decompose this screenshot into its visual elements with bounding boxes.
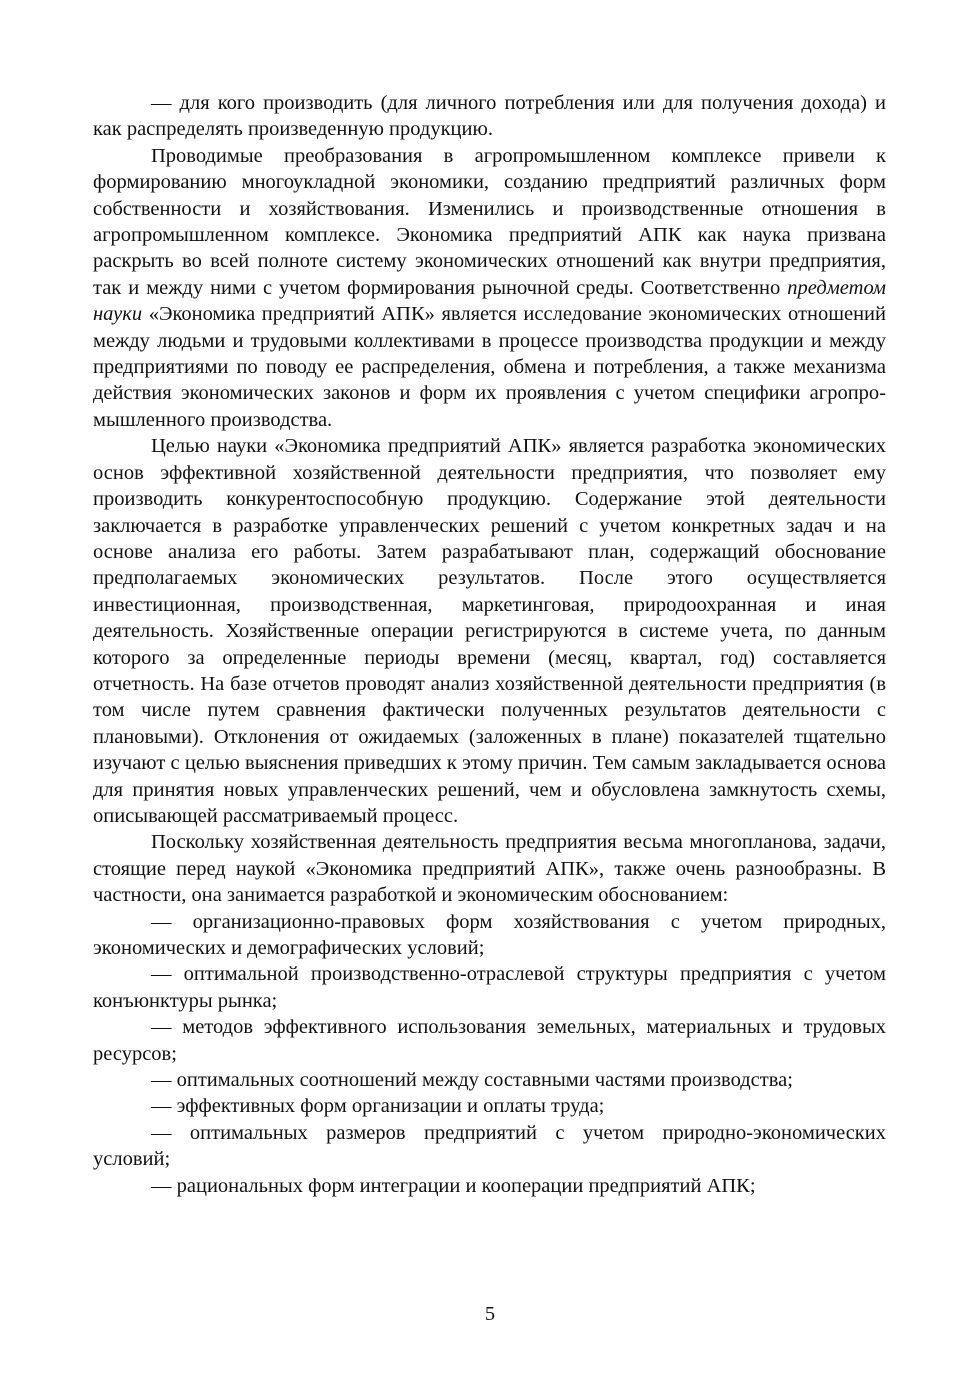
list-item: — эффективных форм организации и оплаты труда; (151, 1095, 605, 1118)
list-item: — рациональных форм интеграции и кооперации предприятий АПК; (151, 1174, 756, 1197)
list-item: — организационно-правовых форм хозяйствования с учетом природных, экономических и демографических условий; (93, 910, 886, 959)
list-item: — оптимальной производственно-отраслевой структуры предприятия с учетом конъюнктуры рынка; (93, 963, 886, 1012)
paragraph-tasks-intro: Поскольку хозяйственная деятельность предприятия весьма многопланова, задачи, стоящие перед наукой «Экономика предприятий АПК», также очень разнообразны. В частности, она занимается разработкой и экономическим обоснованием: (93, 831, 886, 907)
document-body (93, 90, 886, 1199)
paragraph-subject-of-science (93, 143, 886, 433)
paragraph-text: Проводимые преобразования в агропромышленном комплексе привели к формированию многоукладной экономики, созданию предприятий различных форм собственности и хозяйствования. Изменились и производственные отношения в агропромышленном комплексе. Экономика предприятий АПК как наука призвана раскрыть во всей полноте систему экономических отношений как внутри предприятия, так и между ними с учетом формирования рыночной среды. Соответственно (93, 144, 886, 299)
list-item: — оптимальных соотношений между составными частями производства; (151, 1069, 793, 1092)
paragraph-goal-of-science: Целью науки «Экономика предприятий АПК» является разработка экономических основ эффективной хозяйственной деятельности предприятия, что позволяет ему производить конкурентоспособную продукцию. Содержание этой деятельности заключается в разработке управленческих решений с учетом конкретных задач и на основе анализа его работы. Затем разрабатывают план, содержащий обоснование предполагаемых экономических результатов. После этого осуществляется инвестиционная, производственная, маркетинговая, природоохранная и иная деятельность. Хозяйственные операции регистрируются в системе учета, по данным которого за определенные периоды времени (месяц, квартал, год) составляется отчетность. На базе отчетов проводят анализ хозяйственной деятельности предприятия (в том числе путем сравнения фактически полученных результатов деятельности с плановыми). Отклонения от ожидаемых (заложенных в плане) показателей тщательно изучают с целью выяснения приведших к этому причин. Тем самым закладывается основа для принятия новых управленческих решений, чем и обусловлена замкнутость схемы, описывающей рассматриваемый процесс. (93, 435, 886, 827)
paragraph-production-question: — для кого производить (для личного потребления или для получения дохода) и как распределять произведенную продукцию. (93, 92, 886, 141)
page-number: 5 (484, 1303, 496, 1325)
emphasis-subject-of-science: предметом науки (93, 276, 886, 326)
list-item: — методов эффективного использования земельных, материальных и трудовых ресурсов; (93, 1016, 886, 1065)
list-item: — оптимальных размеров предприятий с учетом природно-экономических условий; (93, 1121, 886, 1171)
paragraph-text: «Экономика предприятий АПК» является исследование экономических отношений между людьми и трудовыми коллективами в процессе производства продукции и между предприятиями по поводу ее распределения, обмена и потребления, а также механизма действия экономических законов и форм их проявления с учетом специфики агропромышленного производства. (93, 303, 886, 431)
